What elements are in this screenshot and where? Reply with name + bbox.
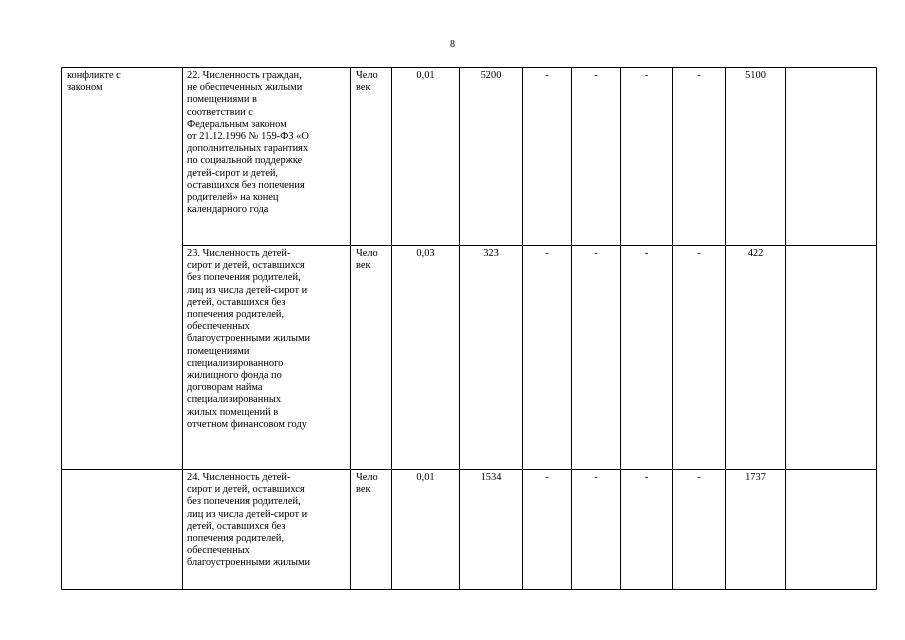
target-value-cell: 5100 [745, 70, 766, 81]
dash-cell: - [594, 248, 598, 259]
dash-cell: - [545, 472, 549, 483]
dash-cell: - [697, 472, 701, 483]
base-value-cell: 1534 [480, 472, 502, 483]
indicator-cell: 24. Численность детей- сирот и детей, оставшихся без попечения родителей, лиц из числа детей-сирот и детей, оставшихся без попечения родителей, обеспеченных благоустроенными жилыми [187, 472, 311, 569]
target-value-cell: 1737 [745, 472, 766, 483]
unit-cell: Чело век [356, 70, 378, 94]
first-column-cell: конфликте с законом [67, 70, 121, 94]
page-number: 8 [450, 39, 455, 50]
dash-cell: - [644, 70, 649, 81]
dash-cell: - [594, 472, 598, 483]
dash-cell: - [644, 248, 649, 259]
dash-cell: - [594, 70, 598, 81]
dash-cell: - [697, 248, 701, 259]
dash-cell: - [545, 248, 549, 259]
unit-cell: Чело век [356, 248, 378, 272]
base-value-cell: 5200 [480, 70, 502, 81]
weight-cell: 0,03 [416, 248, 435, 259]
dash-cell: - [697, 70, 701, 81]
dash-cell: - [644, 472, 649, 483]
base-value-cell: 323 [483, 248, 499, 259]
weight-cell: 0,01 [416, 472, 435, 483]
dash-cell: - [545, 70, 549, 81]
unit-cell: Чело век [356, 472, 378, 496]
weight-cell: 0,01 [416, 70, 435, 81]
indicator-cell: 23. Численность детей- сирот и детей, оставшихся без попечения родителей, лиц из числа детей-сирот и детей, оставшихся без попечения родителей, обеспеченных благоустроенными жилыми помещениями специализированного жилищного фонда по договорам найма специализированных жилых помещений в отчетном финансовом году [187, 248, 311, 430]
indicator-cell: 22. Численность граждан, не обеспеченных жилыми помещениями в соответствии с Федеральным законом от 21.12.1996 № 159-ФЗ «О дополнительных гарантиях по социальной поддержке детей-сирот и детей, оставшихся без попечения родителей» на конец календарного года [187, 70, 309, 216]
target-value-cell: 422 [747, 248, 764, 259]
